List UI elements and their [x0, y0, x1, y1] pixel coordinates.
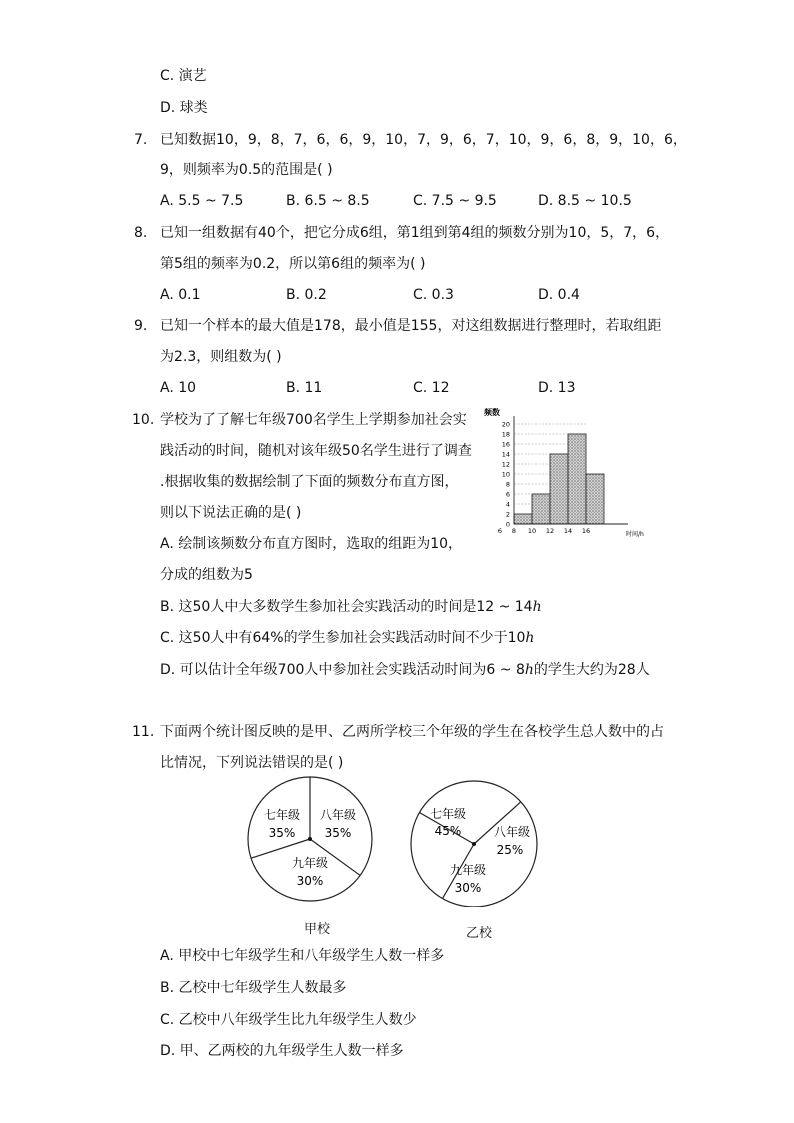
histogram-ytick-label: 10	[501, 470, 510, 479]
q10-option-d-tail: 的学生大约为28人	[533, 662, 650, 678]
q10-number: 10.	[132, 412, 155, 428]
histogram-xtick-label: 8	[511, 527, 517, 535]
frequency-histogram	[478, 402, 658, 540]
q11-option-a: A. 甲校中七年级学生和八年级学生人数一样多	[160, 948, 445, 964]
histogram-ylabel: 频数	[484, 408, 500, 417]
pie-slice-label: 七年级	[263, 808, 301, 822]
q11-option-b: B. 乙校中七年级学生人数最多	[160, 980, 347, 996]
histogram-bar	[532, 494, 550, 524]
q8-option-a: A. 0.1	[160, 287, 201, 303]
q10-option-b-text: B. 这50人中大多数学生参加社会实践活动的时间是12 ~ 14	[160, 599, 533, 615]
q10-stem-line1: 学校为了了解七年级700名学生上学期参加社会实	[160, 412, 467, 428]
pie-center	[472, 842, 476, 846]
q8-option-b: B. 0.2	[286, 287, 327, 303]
pie-slice-value: 45%	[434, 824, 462, 838]
q9-option-d: D. 13	[538, 380, 576, 396]
pie-slice-label: 九年级	[449, 863, 487, 877]
q10-stem-line4: 则以下说法正确的是( )	[160, 505, 302, 521]
histogram-ytick-label: 0	[505, 520, 510, 529]
histogram-ytick-label: 20	[501, 420, 510, 429]
histogram-ytick-label: 16	[501, 440, 510, 449]
histogram-ytick-label: 6	[505, 490, 510, 499]
unit-h: h	[532, 599, 542, 615]
histogram-xtick-label: 10	[527, 527, 537, 535]
q9-number: 9.	[134, 318, 148, 334]
histogram-xtick-label: 14	[563, 527, 573, 535]
histogram-bar	[514, 514, 532, 524]
pie-slice-label: 八年级	[493, 825, 531, 839]
histogram-ytick-label: 14	[501, 450, 510, 459]
q8-option-d: D. 0.4	[538, 287, 580, 303]
q10-stem-line2: 践活动的时间，随机对该年级50名学生进行了调查	[160, 443, 472, 459]
unit-h: h	[524, 662, 534, 678]
histogram-ytick-label: 2	[505, 510, 510, 519]
q10-stem-line3: .根据收集的数据绘制了下面的频数分布直方图，	[160, 474, 459, 490]
q10-option-d-text: D. 可以估计全年级700人中参加社会实践活动时间为6 ~ 8	[160, 662, 525, 678]
pie-title-jia: 甲校	[304, 922, 331, 937]
q8-stem-line1: 已知一组数据有40个，把它分成6组，第1组到第4组的频数分别为10，5，7，6，	[160, 225, 670, 241]
histogram-xtick-label: 6	[497, 527, 503, 535]
histogram-xlabel: 时间/h	[626, 531, 644, 538]
q7-option-c: C. 7.5 ~ 9.5	[413, 193, 497, 209]
q7-number: 7.	[134, 132, 148, 148]
q7-stem-line1: 已知数据10，9，8，7，6，6，9，10，7，9，6，7，10，9，6，8，9，10，6，	[160, 132, 687, 148]
q9-stem-line1: 已知一个样本的最大值是178，最小值是155，对这组数据进行整理时，若取组距	[160, 318, 662, 334]
pie-slice-value: 25%	[496, 843, 524, 857]
histogram-xtick-label: 12	[545, 527, 555, 535]
q11-stem-line2: 比情况，下列说法错误的是( )	[160, 755, 344, 771]
q10-option-c	[160, 628, 534, 648]
q11-stem-line1: 下面两个统计图反映的是甲、乙两所学校三个年级的学生在各校学生总人数中的占	[160, 724, 664, 740]
q9-stem-line2: 为2.3，则组数为( )	[160, 349, 282, 365]
q9-option-c: C. 12	[413, 380, 450, 396]
pie-title-yi: 乙校	[466, 926, 493, 941]
q11-option-c: C. 乙校中八年级学生比九年级学生人数少	[160, 1012, 417, 1028]
histogram-bar	[550, 454, 568, 524]
q7-option-d: D. 8.5 ~ 10.5	[538, 193, 632, 209]
histogram-ytick-label: 8	[505, 480, 510, 489]
pie-center	[308, 837, 312, 841]
q10-option-b	[160, 597, 542, 617]
pie-slice-label: 九年级	[291, 856, 329, 870]
histogram-bar	[568, 434, 586, 524]
q7-stem-line2: 9，则频率为0.5的范围是( )	[160, 162, 333, 178]
pie-slice-value: 30%	[296, 874, 324, 888]
q11-option-d: D. 甲、乙两校的九年级学生人数一样多	[160, 1043, 404, 1059]
q10-option-a-line2: 分成的组数为5	[160, 567, 253, 583]
q7-option-b: B. 6.5 ~ 8.5	[286, 193, 370, 209]
q10-option-c-text: C. 这50人中有64%的学生参加社会实践活动时间不少于10	[160, 630, 526, 646]
unit-h: h	[525, 630, 535, 646]
q6-option-c: C. 演艺	[160, 68, 207, 84]
histogram-xtick-label: 16	[581, 527, 591, 535]
histogram-ytick-label: 4	[505, 500, 510, 509]
q11-number: 11.	[132, 724, 155, 740]
q9-option-a: A. 10	[160, 380, 197, 396]
pie-slice-value: 35%	[324, 826, 352, 840]
q8-option-c: C. 0.3	[413, 287, 454, 303]
q7-option-a: A. 5.5 ~ 7.5	[160, 193, 244, 209]
histogram-ytick-label: 18	[501, 430, 510, 439]
pie-charts	[240, 775, 560, 907]
q10-option-d	[160, 660, 650, 680]
q8-stem-line2: 第5组的频率为0.2，所以第6组的频率为( )	[160, 256, 426, 272]
q9-option-b: B. 11	[286, 380, 323, 396]
pie-slice-label: 七年级	[429, 807, 467, 821]
histogram-bar	[586, 474, 604, 524]
q8-number: 8.	[134, 225, 148, 241]
pie-slice-value: 30%	[454, 881, 482, 895]
q6-option-d: D. 球类	[160, 100, 208, 116]
q10-option-a-line1: A. 绘制该频数分布直方图时，选取的组距为10，	[160, 536, 463, 552]
histogram-ytick-label: 12	[501, 460, 510, 469]
pie-slice-label: 八年级	[319, 808, 357, 822]
pie-slice-value: 35%	[268, 826, 296, 840]
